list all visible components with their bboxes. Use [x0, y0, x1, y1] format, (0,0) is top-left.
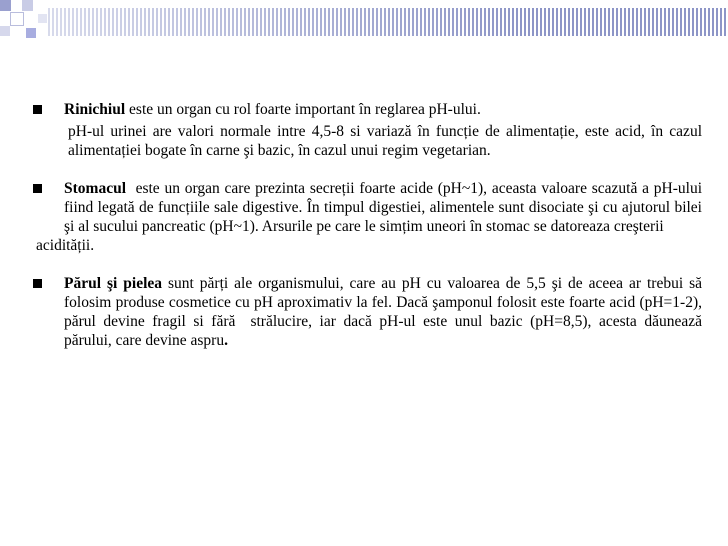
kidney-term: Rinichiul: [64, 101, 126, 118]
hair-skin-term: Părul şi pielea: [64, 275, 163, 292]
hair-skin-text: sunt părți ale organismului, care au pH cu valoarea de 5,5 şi de aceea ar trebui să folosim produse cosmetice cu pH aproximativ la fel. Dacă şamponul folosit este foarte acid (pH=1-2), părul devine fragil si fără strălucire, iar dacă pH-ul este unul bazic (pH=8,5), acesta dăunează părului, care devine aspru: [64, 275, 710, 349]
urine-ph-text: pH-ul urinei are valori normale intre 4,5-8 si variază în funcție de alimentație, este acid, în cazul alimentației bogate în carne şi bazic, în cazul unui regim vegetarian.: [68, 123, 702, 159]
square-bullet-icon: [33, 279, 42, 288]
decor-square: [10, 12, 24, 26]
stomach-tail-text: acidității.: [36, 237, 95, 254]
decor-square: [22, 0, 33, 11]
decor-square: [0, 26, 10, 36]
kidney-text: este un organ cu rol foarte important în reglarea pH-ului.: [125, 101, 481, 118]
header-decoration: [0, 0, 728, 40]
urine-ph-paragraph: [0, 122, 728, 160]
square-bullet-icon: [33, 184, 42, 193]
stomach-text: este un organ care prezinta secreții foarte acide (pH~1), aceasta valoare scazută a pH-ului fiind legată de funcțiile sale digestive. În timpul digestiei, alimentele sunt disociate şi cu ajutorul bilei şi al sucului pancreatic (pH~1). Arsurile pe care le simțim uneori în stomac se datoreaza creşterii: [64, 180, 706, 235]
header-stripe-band: [48, 8, 728, 36]
slide-body: [0, 100, 728, 350]
decor-square: [38, 14, 47, 23]
bullet-hair-skin: [0, 274, 728, 350]
decor-square: [0, 0, 11, 11]
stomach-term: Stomacul: [64, 180, 126, 197]
bullet-kidney: [0, 100, 728, 119]
stomach-tail: [0, 236, 728, 255]
hair-skin-end: .: [224, 332, 228, 349]
bullet-stomach: [0, 179, 728, 236]
decor-square: [26, 28, 36, 38]
square-bullet-icon: [33, 105, 42, 114]
